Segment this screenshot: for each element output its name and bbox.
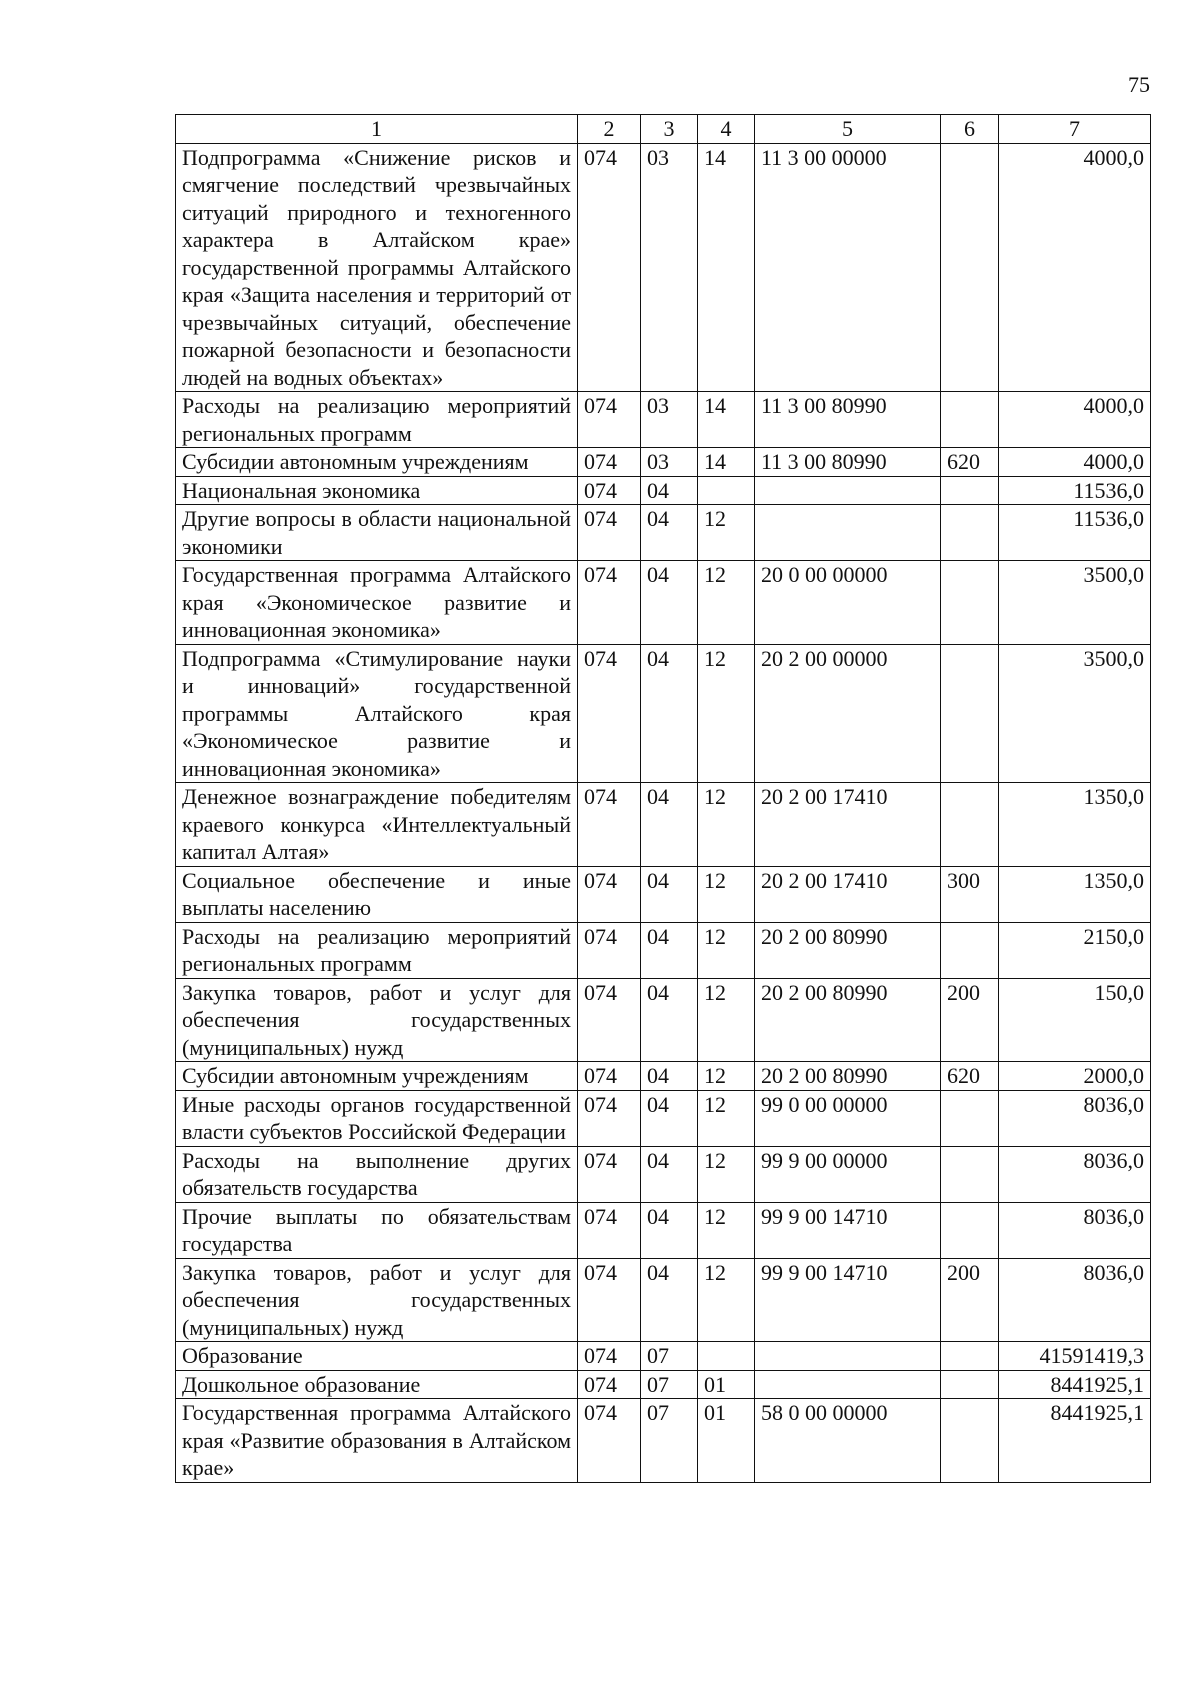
row-code-cell: 074 [578, 783, 641, 867]
row-section-cell: 04 [641, 783, 698, 867]
row-subsection-cell: 01 [698, 1399, 755, 1483]
table-row [176, 922, 1151, 978]
table-row [176, 866, 1151, 922]
row-section-cell: 04 [641, 1146, 698, 1202]
row-section-cell: 04 [641, 1062, 698, 1091]
row-subsection-cell [698, 476, 755, 505]
row-section-cell: 07 [641, 1342, 698, 1371]
row-code-cell: 074 [578, 448, 641, 477]
table-row [176, 143, 1151, 392]
row-expense-type-cell: 620 [941, 448, 999, 477]
row-target-article-cell [755, 505, 941, 561]
row-subsection-cell: 12 [698, 866, 755, 922]
row-name-cell: Закупка товаров, работ и услуг для обеспечения государственных (муниципальных) нужд [176, 978, 578, 1062]
row-subsection-cell: 12 [698, 644, 755, 783]
row-code-cell: 074 [578, 392, 641, 448]
row-name-cell: Государственная программа Алтайского края «Экономическое развитие и инновационная экономика» [176, 561, 578, 645]
row-name-cell: Субсидии автономным учреждениям [176, 448, 578, 477]
row-expense-type-cell [941, 505, 999, 561]
budget-table [175, 114, 1151, 1483]
table-row [176, 1258, 1151, 1342]
col-header-7: 7 [999, 115, 1151, 144]
row-name-cell: Расходы на выполнение других обязательств государства [176, 1146, 578, 1202]
row-expense-type-cell: 620 [941, 1062, 999, 1091]
row-subsection-cell: 12 [698, 1258, 755, 1342]
row-code-cell: 074 [578, 922, 641, 978]
table-row [176, 1062, 1151, 1091]
row-name-cell: Закупка товаров, работ и услуг для обеспечения государственных (муниципальных) нужд [176, 1258, 578, 1342]
row-target-article-cell [755, 1370, 941, 1399]
row-name-cell: Денежное вознаграждение победителям краевого конкурса «Интеллектуальный капитал Алтая» [176, 783, 578, 867]
row-target-article-cell: 20 2 00 17410 [755, 866, 941, 922]
row-code-cell: 074 [578, 1062, 641, 1091]
row-subsection-cell: 14 [698, 448, 755, 477]
row-code-cell: 074 [578, 1146, 641, 1202]
row-amount-cell: 2000,0 [999, 1062, 1151, 1091]
row-target-article-cell: 11 3 00 80990 [755, 392, 941, 448]
table-row [176, 1399, 1151, 1483]
row-target-article-cell [755, 476, 941, 505]
row-name-cell: Другие вопросы в области национальной экономики [176, 505, 578, 561]
col-header-6: 6 [941, 115, 999, 144]
table-row [176, 783, 1151, 867]
row-amount-cell: 11536,0 [999, 505, 1151, 561]
row-section-cell: 04 [641, 1202, 698, 1258]
row-expense-type-cell [941, 644, 999, 783]
row-section-cell: 03 [641, 392, 698, 448]
row-expense-type-cell [941, 1202, 999, 1258]
row-subsection-cell: 12 [698, 1146, 755, 1202]
row-name-cell: Подпрограмма «Снижение рисков и смягчение последствий чрезвычайных ситуаций природного и техногенного характера в Алтайском крае» государственной программы Алтайского края «Защита населения и территорий от чрезвычайных ситуаций, обеспечение пожарной безопасности и безопасности людей на водных объектах» [176, 143, 578, 392]
row-subsection-cell: 12 [698, 922, 755, 978]
row-name-cell: Субсидии автономным учреждениям [176, 1062, 578, 1091]
table-row [176, 1090, 1151, 1146]
row-target-article-cell: 99 9 00 14710 [755, 1258, 941, 1342]
row-subsection-cell: 12 [698, 561, 755, 645]
row-expense-type-cell [941, 1399, 999, 1483]
table-row [176, 392, 1151, 448]
row-subsection-cell [698, 1342, 755, 1371]
row-target-article-cell: 20 2 00 17410 [755, 783, 941, 867]
row-amount-cell: 4000,0 [999, 143, 1151, 392]
row-amount-cell: 2150,0 [999, 922, 1151, 978]
row-subsection-cell: 12 [698, 978, 755, 1062]
row-expense-type-cell [941, 392, 999, 448]
row-target-article-cell: 58 0 00 00000 [755, 1399, 941, 1483]
row-target-article-cell [755, 1342, 941, 1371]
row-expense-type-cell [941, 1146, 999, 1202]
col-header-4: 4 [698, 115, 755, 144]
row-amount-cell: 41591419,3 [999, 1342, 1151, 1371]
row-section-cell: 04 [641, 505, 698, 561]
row-section-cell: 07 [641, 1399, 698, 1483]
row-target-article-cell: 20 2 00 80990 [755, 1062, 941, 1091]
row-code-cell: 074 [578, 1342, 641, 1371]
row-name-cell: Образование [176, 1342, 578, 1371]
row-target-article-cell: 11 3 00 00000 [755, 143, 941, 392]
row-section-cell: 04 [641, 644, 698, 783]
row-code-cell: 074 [578, 561, 641, 645]
row-amount-cell: 3500,0 [999, 644, 1151, 783]
row-expense-type-cell [941, 561, 999, 645]
col-header-5: 5 [755, 115, 941, 144]
row-expense-type-cell [941, 783, 999, 867]
row-amount-cell: 8036,0 [999, 1258, 1151, 1342]
col-header-1: 1 [176, 115, 578, 144]
row-target-article-cell: 20 2 00 00000 [755, 644, 941, 783]
row-code-cell: 074 [578, 476, 641, 505]
row-expense-type-cell [941, 1342, 999, 1371]
row-section-cell: 04 [641, 1258, 698, 1342]
row-subsection-cell: 12 [698, 1090, 755, 1146]
row-expense-type-cell [941, 1090, 999, 1146]
row-section-cell: 04 [641, 978, 698, 1062]
row-target-article-cell: 20 0 00 00000 [755, 561, 941, 645]
row-name-cell: Национальная экономика [176, 476, 578, 505]
row-code-cell: 074 [578, 978, 641, 1062]
row-amount-cell: 1350,0 [999, 866, 1151, 922]
row-target-article-cell: 20 2 00 80990 [755, 978, 941, 1062]
row-code-cell: 074 [578, 644, 641, 783]
page-number: 75 [1128, 72, 1150, 97]
row-expense-type-cell: 200 [941, 1258, 999, 1342]
row-code-cell: 074 [578, 1090, 641, 1146]
row-amount-cell: 4000,0 [999, 392, 1151, 448]
row-target-article-cell: 11 3 00 80990 [755, 448, 941, 477]
row-amount-cell: 8036,0 [999, 1146, 1151, 1202]
row-target-article-cell: 99 9 00 14710 [755, 1202, 941, 1258]
row-name-cell: Подпрограмма «Стимулирование науки и инноваций» государственной программы Алтайского края «Экономическое развитие и инновационная экономика» [176, 644, 578, 783]
col-header-2: 2 [578, 115, 641, 144]
row-section-cell: 04 [641, 561, 698, 645]
row-name-cell: Социальное обеспечение и иные выплаты населению [176, 866, 578, 922]
row-subsection-cell: 12 [698, 1202, 755, 1258]
row-target-article-cell: 99 9 00 00000 [755, 1146, 941, 1202]
row-name-cell: Иные расходы органов государственной власти субъектов Российской Федерации [176, 1090, 578, 1146]
row-name-cell: Государственная программа Алтайского края «Развитие образования в Алтайском крае» [176, 1399, 578, 1483]
table-row [176, 505, 1151, 561]
row-name-cell: Дошкольное образование [176, 1370, 578, 1399]
row-section-cell: 04 [641, 866, 698, 922]
table-row [176, 1370, 1151, 1399]
row-section-cell: 03 [641, 448, 698, 477]
table-row [176, 644, 1151, 783]
table-row [176, 448, 1151, 477]
table-row [176, 476, 1151, 505]
row-section-cell: 07 [641, 1370, 698, 1399]
row-target-article-cell: 99 0 00 00000 [755, 1090, 941, 1146]
row-section-cell: 04 [641, 476, 698, 505]
row-code-cell: 074 [578, 1399, 641, 1483]
row-target-article-cell: 20 2 00 80990 [755, 922, 941, 978]
row-name-cell: Расходы на реализацию мероприятий региональных программ [176, 392, 578, 448]
row-amount-cell: 8441925,1 [999, 1370, 1151, 1399]
row-code-cell: 074 [578, 1370, 641, 1399]
row-amount-cell: 11536,0 [999, 476, 1151, 505]
row-code-cell: 074 [578, 1258, 641, 1342]
row-amount-cell: 150,0 [999, 978, 1151, 1062]
row-subsection-cell: 12 [698, 1062, 755, 1091]
col-header-3: 3 [641, 115, 698, 144]
row-amount-cell: 8036,0 [999, 1202, 1151, 1258]
row-expense-type-cell [941, 143, 999, 392]
row-code-cell: 074 [578, 143, 641, 392]
row-amount-cell: 4000,0 [999, 448, 1151, 477]
row-amount-cell: 8441925,1 [999, 1399, 1151, 1483]
row-amount-cell: 8036,0 [999, 1090, 1151, 1146]
row-section-cell: 04 [641, 922, 698, 978]
row-section-cell: 03 [641, 143, 698, 392]
row-code-cell: 074 [578, 1202, 641, 1258]
row-expense-type-cell: 200 [941, 978, 999, 1062]
table-row [176, 1202, 1151, 1258]
row-subsection-cell: 14 [698, 392, 755, 448]
row-subsection-cell: 01 [698, 1370, 755, 1399]
row-name-cell: Прочие выплаты по обязательствам государства [176, 1202, 578, 1258]
row-subsection-cell: 12 [698, 783, 755, 867]
row-amount-cell: 1350,0 [999, 783, 1151, 867]
row-expense-type-cell [941, 476, 999, 505]
row-subsection-cell: 12 [698, 505, 755, 561]
row-expense-type-cell: 300 [941, 866, 999, 922]
row-name-cell: Расходы на реализацию мероприятий региональных программ [176, 922, 578, 978]
row-amount-cell: 3500,0 [999, 561, 1151, 645]
row-subsection-cell: 14 [698, 143, 755, 392]
row-section-cell: 04 [641, 1090, 698, 1146]
row-expense-type-cell [941, 1370, 999, 1399]
table-row [176, 1342, 1151, 1371]
row-code-cell: 074 [578, 505, 641, 561]
table-row [176, 1146, 1151, 1202]
row-code-cell: 074 [578, 866, 641, 922]
table-row [176, 978, 1151, 1062]
table-row [176, 561, 1151, 645]
row-expense-type-cell [941, 922, 999, 978]
header-row [176, 115, 1151, 144]
